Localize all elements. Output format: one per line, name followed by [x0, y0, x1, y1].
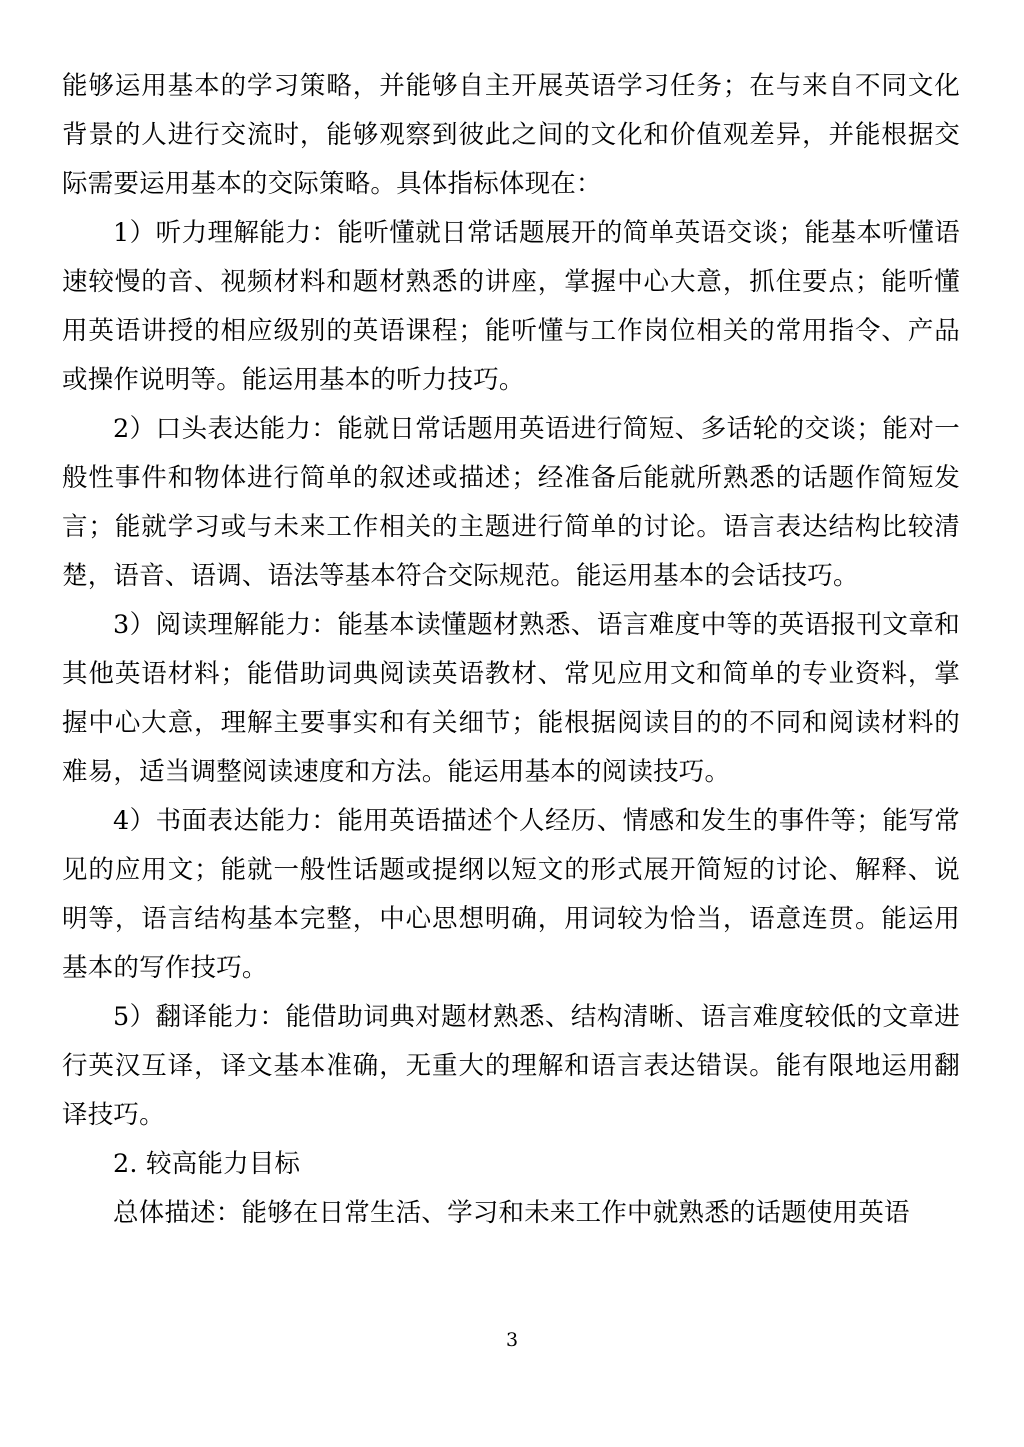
- paragraph-intro: 能够运用基本的学习策略，并能够自主开展英语学习任务；在与来自不同文化背景的人进行交流时，能够观察到彼此之间的文化和价值观差异，并能根据交际需要运用基本的交际策略。具体指标体现在：: [62, 71, 960, 199]
- document-body: [62, 62, 960, 1238]
- paragraph-overall-description: 总体描述：能够在日常生活、学习和未来工作中就熟悉的话题使用英语: [113, 1198, 910, 1228]
- paragraph-reading-ability: 3）阅读理解能力：能基本读懂题材熟悉、语言难度中等的英语报刊文章和其他英语材料；能借助词典阅读英语教材、常见应用文和简单的专业资料，掌握中心大意，理解主要事实和有关细节；能根据阅读目的的不同和阅读材料的难易，适当调整阅读速度和方法。能运用基本的阅读技巧。: [62, 610, 960, 787]
- paragraph-writing-ability: 4）书面表达能力：能用英语描述个人经历、情感和发生的事件等；能写常见的应用文；能就一般性话题或提纲以短文的形式展开简短的讨论、解释、说明等，语言结构基本完整，中心思想明确，用词较为恰当，语意连贯。能运用基本的写作技巧。: [62, 806, 960, 983]
- paragraph-translation-ability: 5）翻译能力：能借助词典对题材熟悉、结构清晰、语言难度较低的文章进行英汉互译，译文基本准确，无重大的理解和语言表达错误。能有限地运用翻译技巧。: [62, 1002, 960, 1130]
- paragraph-speaking-ability: 2）口头表达能力：能就日常话题用英语进行简短、多话轮的交谈；能对一般性事件和物体进行简单的叙述或描述；经准备后能就所熟悉的话题作简短发言；能就学习或与未来工作相关的主题进行简单的讨论。语言表达结构比较清楚，语音、语调、语法等基本符合交际规范。能运用基本的会话技巧。: [62, 414, 960, 591]
- heading-higher-level-goal: 2. 较高能力目标: [113, 1149, 301, 1179]
- page-number: 3: [505, 1329, 519, 1351]
- paragraph-listening-ability: 1）听力理解能力：能听懂就日常话题展开的简单英语交谈；能基本听懂语速较慢的音、视频材料和题材熟悉的讲座，掌握中心大意，抓住要点；能听懂用英语讲授的相应级别的英语课程；能听懂与工作岗位相关的常用指令、产品或操作说明等。能运用基本的听力技巧。: [62, 218, 960, 395]
